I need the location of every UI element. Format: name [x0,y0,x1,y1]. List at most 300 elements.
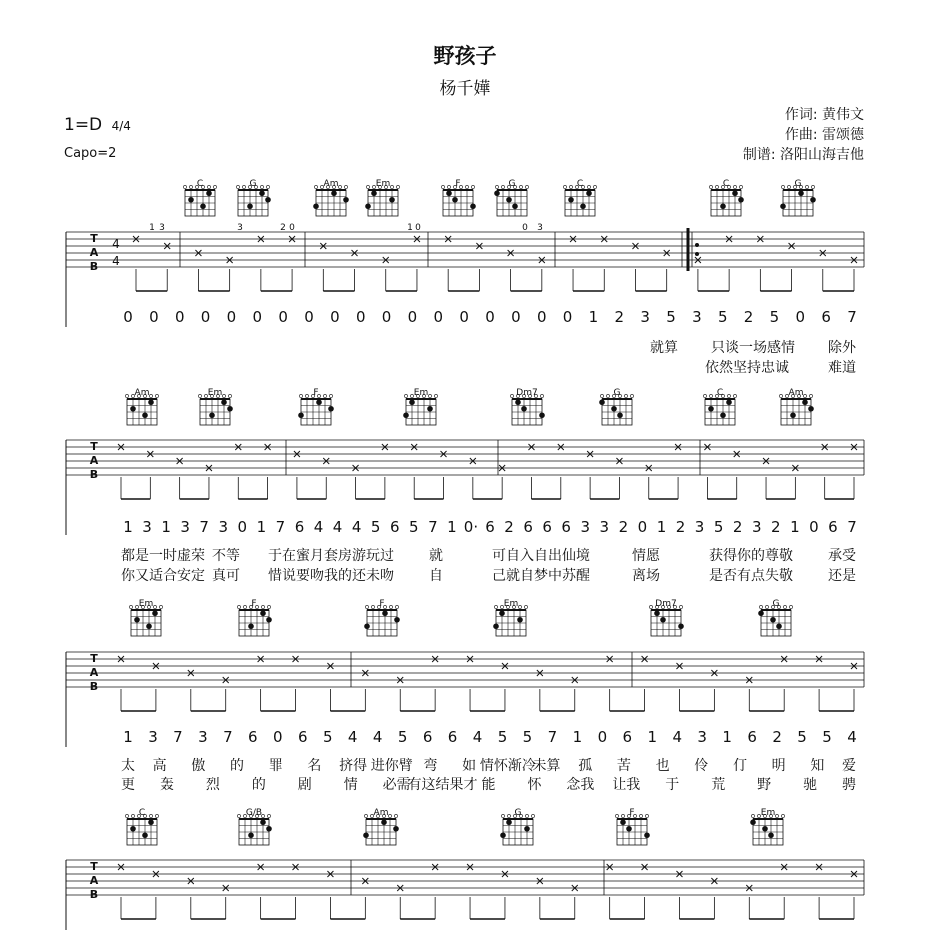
chord-finger-dot [790,412,796,418]
open-string-marker [525,814,528,817]
lyric-line-1: 挤得 [339,758,368,774]
open-string-marker [621,814,624,817]
jianpu-note: 5 [797,728,807,746]
lyric-line-1: 承受 [828,548,856,564]
lyric-line-2: 情 [343,777,358,793]
chord-finger-dot [409,399,415,405]
lyric-line-1: 孤 [578,758,593,774]
lyric-line-2: 烈 [205,777,220,793]
jianpu-note: 6 [447,728,458,746]
jianpu-note: 7 [275,518,286,536]
chord-finger-dot [708,406,714,412]
chord-finger-dot [313,203,319,209]
chord-finger-dot [259,190,265,196]
open-string-marker [525,185,528,188]
open-string-marker [751,814,754,817]
chord-name-g: G [508,179,516,189]
open-string-marker [338,185,341,188]
chord-finger-dot [248,623,254,629]
jianpu-note: 1 [647,728,658,746]
open-string-marker [125,394,128,397]
chord-finger-dot [644,832,650,838]
jianpu-note: 7 [847,308,857,326]
open-string-marker [236,185,239,188]
jianpu-note: 2 [732,518,743,536]
chord-name-c: C [722,179,730,189]
chord-finger-dot [780,203,786,209]
open-string-marker [733,185,736,188]
chord-finger-dot [364,623,370,629]
chord-name-em: Em [413,388,429,398]
lyric-line-2: 驰 [803,777,818,793]
chord-name-dm7: Dm7 [516,388,538,398]
open-string-marker [183,185,186,188]
lyric-line-2: 惜说要吻我的还未吻 [268,568,394,584]
open-string-marker [389,605,392,608]
open-string-marker [803,394,806,397]
chord-finger-dot [209,412,215,418]
jianpu-note: 4 [847,728,857,746]
jianpu-note: 4 [472,728,483,746]
chord-finger-dot [798,190,804,196]
artist-name: 杨千嬅 [439,79,491,99]
open-string-marker [783,605,786,608]
jianpu-note: 5 [397,728,408,746]
jianpu-note: 0 [562,308,573,326]
jianpu-note: 1 [161,518,171,536]
open-string-marker [125,814,128,817]
chord-finger-dot [266,826,272,832]
chord-finger-dot [802,399,808,405]
jianpu-note: 0 [809,518,819,536]
chord-name-f: F [379,599,385,609]
tab-clef-a: A [89,874,99,887]
jianpu-note: 1 [123,518,133,536]
chord-finger-dot [328,406,334,412]
jianpu-note: 6 [622,728,633,746]
open-string-marker [645,814,648,817]
fret-number: 1 [149,223,155,233]
open-string-marker [198,394,201,397]
lyric-line-2: 怀 [527,777,542,793]
tab-clef-a: A [89,246,99,259]
fret-number: 0 [522,223,528,233]
open-string-marker [615,814,618,817]
chord-finger-dot [810,197,816,203]
chord-finger-dot [770,617,776,623]
open-string-marker [404,394,407,397]
chord-finger-dot [539,412,545,418]
chord-name-em: Em [138,599,154,609]
jianpu-note: 5 [370,518,381,536]
jianpu-note: 5 [822,728,832,746]
chord-name-g: G [249,179,257,189]
jianpu-note: 0 [795,308,806,326]
jianpu-note: 7 [199,518,209,536]
jianpu-note: 1 [123,728,133,746]
open-string-marker [649,605,652,608]
chord-name-em: Em [760,808,776,818]
jianpu-note: 2 [743,308,754,326]
open-string-marker [394,814,397,817]
lyric-line-1: 除外 [828,340,856,356]
open-string-marker [371,605,374,608]
lyric-line-2: 离场 [632,568,660,584]
chord-name-em: Em [503,599,519,609]
open-string-marker [222,394,225,397]
jianpu-note: 3 [692,308,702,326]
open-string-marker [155,394,158,397]
jianpu-note: 6 [422,728,433,746]
jianpu-note: 5 [717,308,728,326]
composer-credit: 作曲: 雷颂德 [784,127,864,143]
open-string-marker [587,185,590,188]
chord-finger-dot [515,399,521,405]
chord-finger-dot [506,819,512,825]
chord-finger-dot [660,617,666,623]
chord-finger-dot [298,412,304,418]
open-string-marker [299,394,302,397]
lyric-line-1: 都是一时虚荣 [121,548,205,564]
jianpu-note: 0 [511,308,521,326]
open-string-marker [260,185,263,188]
jianpu-note: 0 [381,308,392,326]
jianpu-note: 7 [428,518,438,536]
lyric-line-1: 知 [810,758,825,774]
open-string-marker [781,185,784,188]
repeat-dot [695,243,699,247]
jianpu-note: 7 [223,728,233,746]
chord-name-f: F [313,388,319,398]
open-string-marker [329,394,332,397]
lyric-line-2: 有这结果才 [407,777,478,793]
chord-name-am: Am [134,388,150,398]
open-string-marker [709,394,712,397]
jianpu-note: 1 [256,518,267,536]
jianpu-note: 1 [572,728,583,746]
lyric-line-1: 名 [307,758,322,774]
jianpu-note: 0 [278,308,288,326]
open-string-marker [779,394,782,397]
lyric-line-1: 罪 [268,758,283,774]
chord-finger-dot [227,406,233,412]
open-string-marker [149,814,152,817]
chord-finger-dot [206,190,212,196]
open-string-marker [465,185,468,188]
lyric-line-1: 情怀渐冷 [479,758,536,774]
lyric-line-1: 如 [462,758,477,774]
lyric-line-2: 于 [665,777,680,793]
jianpu-note: 4 [672,728,683,746]
tab-time-num: 4 [112,237,120,251]
fret-number: 3 [159,223,165,233]
chord-finger-dot [363,832,369,838]
open-string-marker [789,605,792,608]
chord-finger-dot [331,190,337,196]
chord-finger-dot [678,623,684,629]
jianpu-note: 1 [447,518,457,536]
jianpu-note: 0 [536,308,547,326]
jianpu-note: 0 [459,308,469,326]
tab-clef-t: T [90,440,98,453]
open-string-marker [396,185,399,188]
lyric-line-1: 明 [771,758,786,774]
open-string-marker [364,814,367,817]
jianpu-note: 3 [694,518,705,536]
jianpu-note: 0 [407,308,418,326]
lyric-line-1: 只谈一场感情 [711,340,795,356]
open-string-marker [569,185,572,188]
jianpu-note: 2 [504,518,514,536]
lyric-line-2: 轰 [159,777,174,793]
chord-finger-dot [365,203,371,209]
jianpu-note: 3 [640,308,650,326]
chord-name-am: Am [373,808,389,818]
chord-finger-dot [142,412,148,418]
chord-finger-dot [452,197,458,203]
chord-finger-dot [389,197,395,203]
chord-finger-dot [732,190,738,196]
jianpu-note: 3 [180,518,190,536]
jianpu-note: 0 [123,308,133,326]
jianpu-note: 0 [637,518,648,536]
capo-label: Capo=2 [64,146,117,161]
lyric-line-1: 可自入自出仙境 [492,548,590,564]
open-string-marker [727,394,730,397]
open-string-marker [149,394,152,397]
jianpu-note: 3 [148,728,158,746]
jianpu-note: 3 [142,518,152,536]
jianpu-note: 1 [656,518,667,536]
open-string-marker [344,185,347,188]
jianpu-note: 0 [237,518,248,536]
jianpu-note: 6 [389,518,400,536]
jianpu-note: 5 [409,518,419,536]
jianpu-note: 5 [713,518,724,536]
chord-finger-dot [506,197,512,203]
jianpu-note: 0 [252,308,263,326]
chord-finger-dot [586,190,592,196]
open-string-marker [395,605,398,608]
open-string-marker [781,814,784,817]
chord-finger-dot [720,203,726,209]
jianpu-note: 3 [218,518,229,536]
fret-number: 0 [415,223,421,233]
jianpu-note: 6 [828,518,838,536]
lyric-line-1: 爱 [842,758,856,774]
open-string-marker [228,394,231,397]
jianpu-note: 6 [297,728,308,746]
lyric-line-1: 就 [429,548,443,564]
lyric-line-1: 的 [230,758,245,774]
jianpu-note: 2 [614,308,625,326]
chord-name-g-b: G/B [245,808,263,818]
chord-finger-dot [808,406,814,412]
tab-time-den: 4 [112,254,120,268]
tab-clef-a: A [89,666,99,679]
open-string-marker [155,814,158,817]
jianpu-note: 6 [294,518,305,536]
fret-number: 0 [289,223,295,233]
open-string-marker [507,814,510,817]
open-string-marker [805,185,808,188]
jianpu-note: 5 [322,728,333,746]
chord-finger-dot [512,203,518,209]
jianpu-note: 6 [747,728,757,746]
open-string-marker [715,185,718,188]
tab-clef-t: T [90,232,98,245]
chord-finger-dot [762,826,768,832]
lyric-line-1: 未算 [532,758,561,774]
chord-finger-dot [493,623,499,629]
lyric-line-1: 就算 [650,340,678,356]
chord-finger-dot [200,203,206,209]
fret-number: 3 [237,223,243,233]
jianpu-note: 4 [313,518,324,536]
lyric-line-2: 必需 [382,777,411,793]
lyric-line-2: 你又适合安定 [121,568,205,584]
open-string-marker [787,185,790,188]
jianpu-note: 0· [463,518,479,536]
lyric-line-1: 进你臂 [370,758,413,774]
fret-number: 2 [280,223,286,233]
open-string-marker [365,605,368,608]
lyric-line-1: 傲 [191,758,206,774]
chord-finger-dot [494,190,500,196]
open-string-marker [606,394,609,397]
open-string-marker [471,185,474,188]
jianpu-note: 0 [304,308,314,326]
open-string-marker [639,814,642,817]
open-string-marker [159,605,162,608]
open-string-marker [679,605,682,608]
jianpu-note: 0 [273,728,283,746]
jianpu-note: 4 [351,518,362,536]
tab-clef-t: T [90,652,98,665]
open-string-marker [213,185,216,188]
chord-finger-dot [142,832,148,838]
lyric-line-2: 能 [481,777,496,793]
chord-finger-dot [750,819,756,825]
open-string-marker [447,185,450,188]
lyric-line-2: 骋 [842,777,856,793]
open-string-marker [129,605,132,608]
open-string-marker [703,394,706,397]
jianpu-note: 3 [599,518,610,536]
jianpu-note: 5 [522,728,533,746]
chord-name-g: G [514,808,522,818]
open-string-marker [323,394,326,397]
transcriber-credit: 制谱: 洛阳山海吉他 [742,147,864,163]
chord-finger-dot [758,610,764,616]
chord-finger-dot [248,832,254,838]
open-string-marker [242,185,245,188]
chord-finger-dot [654,610,660,616]
open-string-marker [189,185,192,188]
chord-finger-dot [568,197,574,203]
chord-finger-dot [517,617,523,623]
open-string-marker [434,394,437,397]
jianpu-note: 1 [588,308,599,326]
open-string-marker [314,185,317,188]
chord-name-g: G [772,599,780,609]
jianpu-note: 0 [433,308,444,326]
lyric-line-1: 苦 [616,758,631,774]
open-string-marker [733,394,736,397]
lyric-line-2: 念我 [566,777,595,793]
jianpu-note: 5 [497,728,508,746]
lyric-line-2: 自 [429,568,443,584]
chord-finger-dot [620,819,626,825]
jianpu-note: 0 [355,308,366,326]
open-string-marker [390,185,393,188]
jianpu-note: 6 [485,518,495,536]
lyric-line-2: 是否有点失敬 [709,568,793,584]
fret-number: 3 [537,223,543,233]
chord-name-f: F [455,179,461,189]
lyric-line-1: 高 [152,758,167,774]
tab-clef-a: A [89,454,99,467]
jianpu-note: 6 [523,518,533,536]
jianpu-note: 0 [597,728,608,746]
chord-finger-dot [260,610,266,616]
open-string-marker [237,814,240,817]
jianpu-note: 0 [200,308,211,326]
chord-name-dm7: Dm7 [655,599,677,609]
jianpu-note: 0 [330,308,340,326]
jianpu-note: 3 [751,518,762,536]
chord-finger-dot [371,190,377,196]
jianpu-note: 6 [821,308,831,326]
jianpu-note: 5 [666,308,676,326]
tab-clef-b: B [89,888,99,901]
open-string-marker [593,185,596,188]
chord-finger-dot [148,819,154,825]
chord-name-g: G [613,388,621,398]
jianpu-note: 3 [697,728,707,746]
jianpu-note: 2 [772,728,782,746]
chord-finger-dot [446,190,452,196]
lyric-line-1: 获得你的尊敬 [709,548,793,564]
open-string-marker [709,185,712,188]
open-string-marker [510,394,513,397]
fret-number: 1 [407,223,413,233]
chord-finger-dot [726,399,732,405]
chord-name-c: C [196,179,204,189]
open-string-marker [518,605,521,608]
open-string-marker [563,185,566,188]
open-string-marker [305,394,308,397]
jianpu-note: 6 [542,518,552,536]
open-string-marker [809,394,812,397]
open-string-marker [630,394,633,397]
open-string-marker [531,814,534,817]
open-string-marker [494,605,497,608]
open-string-marker [266,185,269,188]
key-label: 1=D [64,115,103,135]
lyric-line-1: 不等 [212,548,240,564]
chord-name-am: Am [323,179,339,189]
jianpu-note: 1 [790,518,800,536]
chord-finger-dot [500,832,506,838]
song-title: 野孩子 [433,44,497,68]
chord-finger-dot [524,826,530,832]
lyric-line-1: 情愿 [632,548,660,564]
lyric-line-2: 难道 [828,360,856,376]
lyricist-credit: 作词: 黄伟文 [784,107,864,123]
chord-finger-dot [521,406,527,412]
jianpu-note: 7 [173,728,183,746]
